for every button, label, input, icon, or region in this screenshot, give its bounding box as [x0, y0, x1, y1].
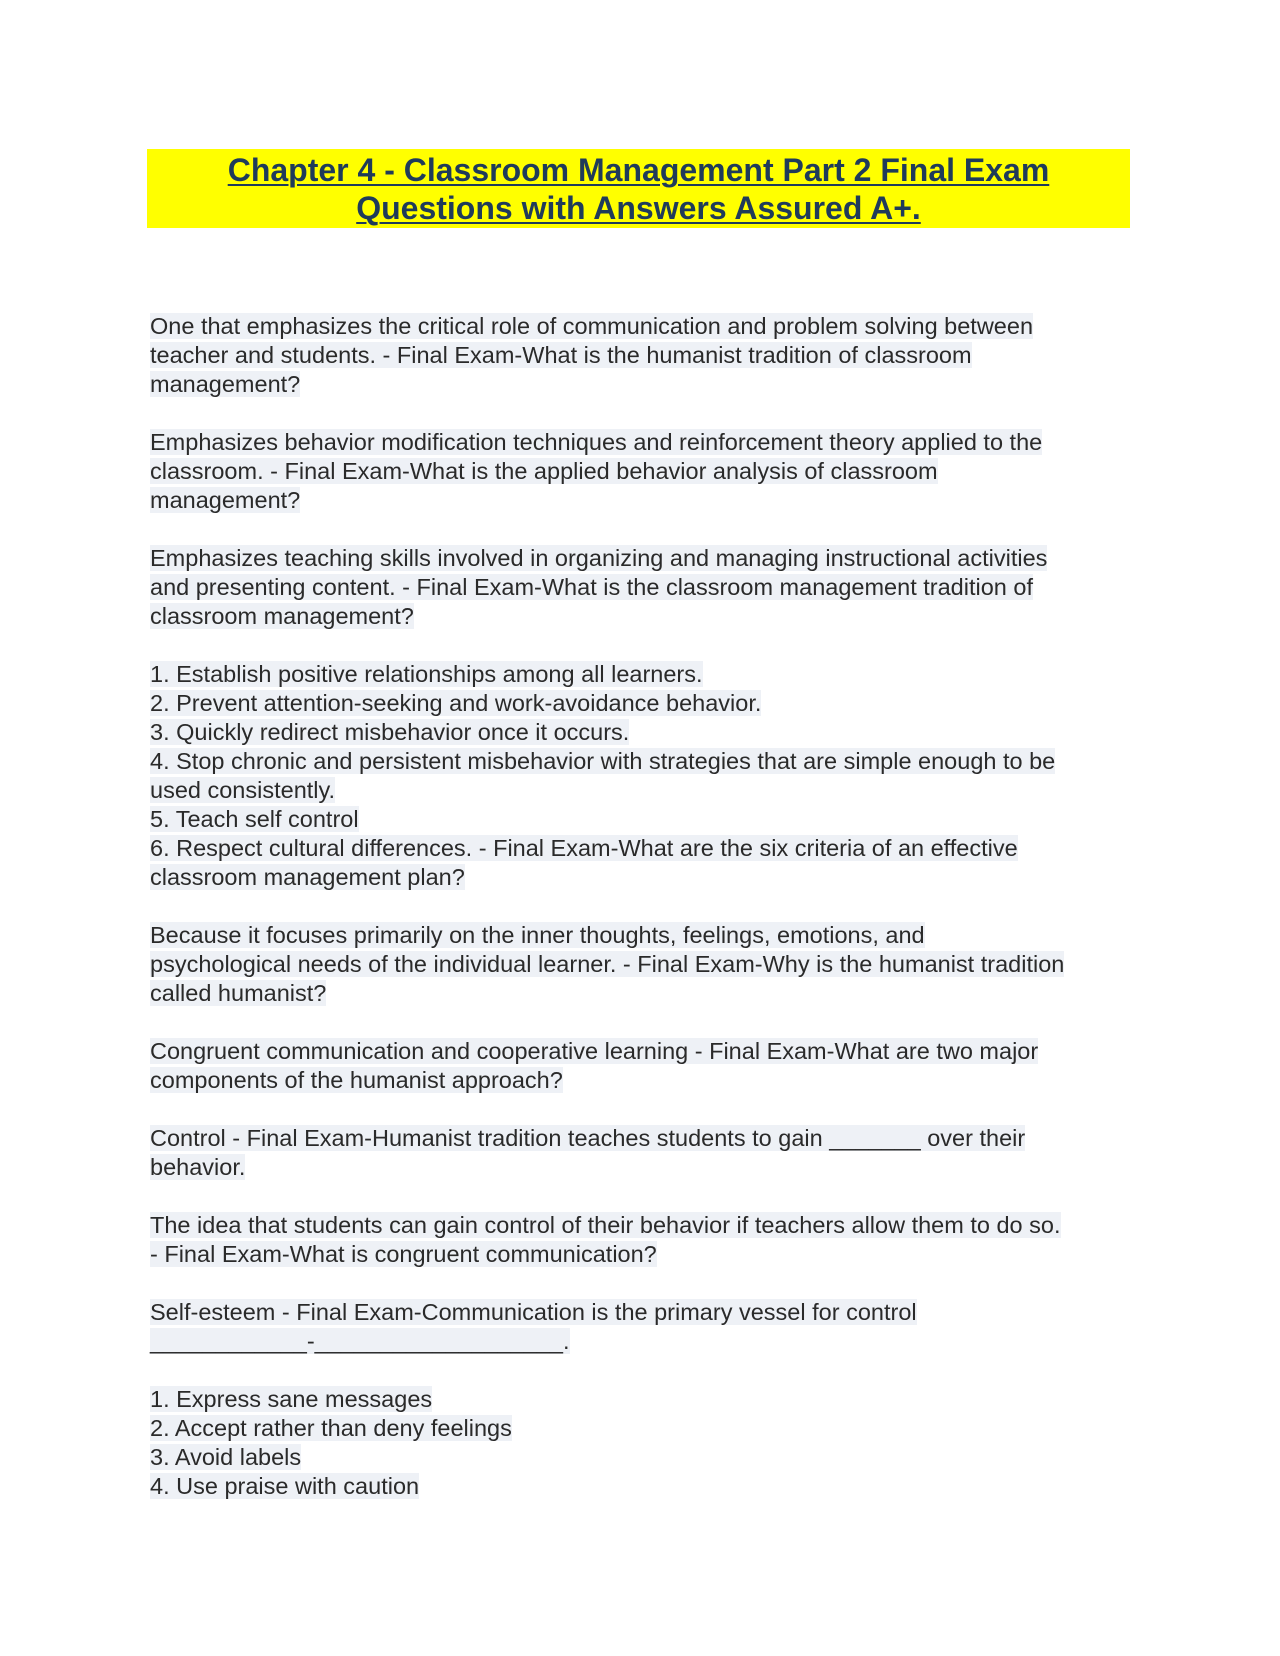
qa-entry: [150, 1211, 1140, 1269]
title-banner: [147, 149, 1130, 228]
qa-text-line: 3. Avoid labels: [150, 1444, 302, 1470]
qa-text-line: 1. Express sane messages: [150, 1386, 433, 1412]
qa-text-line: ____________-___________________.: [150, 1328, 570, 1354]
qa-text-line: The idea that students can gain control of their behavior if teachers allow them to do so.: [150, 1212, 1061, 1238]
qa-text-line: - Final Exam-What is congruent communication?: [150, 1241, 657, 1267]
qa-entry: [150, 1124, 1140, 1182]
qa-entry: [150, 1298, 1140, 1356]
document-title-line-1: Chapter 4 - Classroom Management Part 2 Final Exam: [227, 152, 1050, 188]
qa-content: [150, 312, 1140, 1501]
qa-text-line: teacher and students. - Final Exam-What is the humanist tradition of classroom: [150, 342, 972, 368]
qa-text-line: components of the humanist approach?: [150, 1067, 563, 1093]
qa-text-line: Because it focuses primarily on the inner thoughts, feelings, emotions, and: [150, 922, 925, 948]
qa-text-line: called humanist?: [150, 980, 327, 1006]
qa-text-line: 4. Stop chronic and persistent misbehavior with strategies that are simple enough to be: [150, 748, 1056, 774]
qa-entry: [150, 1385, 1140, 1501]
qa-text-line: psychological needs of the individual learner. - Final Exam-Why is the humanist tradition: [150, 951, 1065, 977]
qa-text-line: 5. Teach self control: [150, 806, 359, 832]
qa-text-line: 2. Prevent attention-seeking and work-avoidance behavior.: [150, 690, 762, 716]
qa-text-line: management?: [150, 371, 301, 397]
qa-entry: [150, 1037, 1140, 1095]
qa-text-line: classroom. - Final Exam-What is the applied behavior analysis of classroom: [150, 458, 938, 484]
qa-text-line: 1. Establish positive relationships among all learners.: [150, 661, 703, 687]
qa-entry: [150, 428, 1140, 515]
qa-text-line: Emphasizes teaching skills involved in organizing and managing instructional activities: [150, 545, 1048, 571]
qa-text-line: Congruent communication and cooperative learning - Final Exam-What are two major: [150, 1038, 1039, 1064]
qa-text-line: One that emphasizes the critical role of communication and problem solving between: [150, 313, 1034, 339]
qa-text-line: 4. Use praise with caution: [150, 1473, 420, 1499]
qa-entry: [150, 660, 1140, 892]
qa-text-line: 3. Quickly redirect misbehavior once it occurs.: [150, 719, 630, 745]
qa-entry: [150, 312, 1140, 399]
qa-text-line: and presenting content. - Final Exam-What is the classroom management tradition of: [150, 574, 1033, 600]
qa-text-line: classroom management plan?: [150, 864, 465, 890]
qa-text-line: management?: [150, 487, 301, 513]
qa-text-line: 2. Accept rather than deny feelings: [150, 1415, 512, 1441]
qa-entry: [150, 921, 1140, 1008]
qa-text-line: Self-esteem - Final Exam-Communication is the primary vessel for control: [150, 1299, 917, 1325]
qa-text-line: classroom management?: [150, 603, 414, 629]
qa-text-line: Control - Final Exam-Humanist tradition teaches students to gain _______ over their: [150, 1125, 1026, 1151]
qa-text-line: Emphasizes behavior modification techniques and reinforcement theory applied to the: [150, 429, 1043, 455]
document-title-line-2: Questions with Answers Assured A+.: [356, 190, 921, 226]
qa-text-line: used consistently.: [150, 777, 336, 803]
qa-text-line: behavior.: [150, 1154, 246, 1180]
qa-text-line: 6. Respect cultural differences. - Final Exam-What are the six criteria of an effective: [150, 835, 1018, 861]
qa-entry: [150, 544, 1140, 631]
